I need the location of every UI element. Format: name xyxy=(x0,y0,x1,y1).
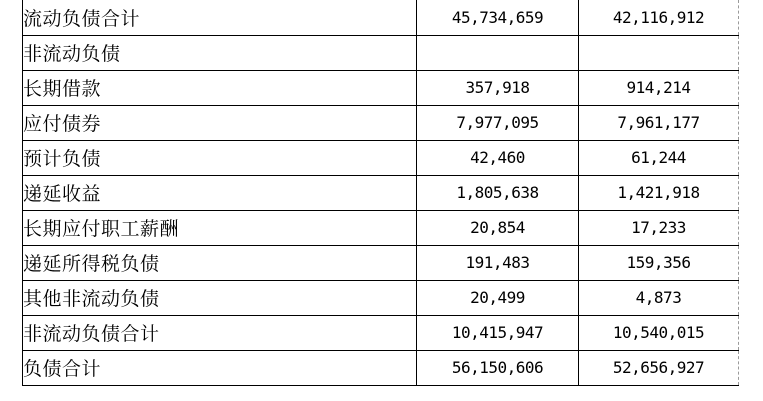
row-label-long-term-employee-benefits[interactable]: 长期应付职工薪酬 xyxy=(23,210,417,245)
row-label-bonds-payable[interactable]: 应付债券 xyxy=(23,105,417,140)
table-row xyxy=(23,35,739,70)
table-row xyxy=(23,70,739,105)
table-row xyxy=(23,0,739,35)
table-row xyxy=(23,315,739,350)
row-label-long-term-borrowings[interactable]: 长期借款 xyxy=(23,70,417,105)
table-row xyxy=(23,350,739,385)
row-label-deferred-income[interactable]: 递延收益 xyxy=(23,175,417,210)
row-label-total-liabilities[interactable]: 负债合计 xyxy=(23,350,417,385)
cell-current-period[interactable]: 20,854 xyxy=(417,210,579,245)
cell-prior-period[interactable] xyxy=(579,35,739,70)
row-label-other-non-current-liabilities[interactable]: 其他非流动负债 xyxy=(23,280,417,315)
cell-prior-period[interactable]: 61,244 xyxy=(579,140,739,175)
cell-current-period[interactable]: 56,150,606 xyxy=(417,350,579,385)
row-label-total-non-current-liabilities[interactable]: 非流动负债合计 xyxy=(23,315,417,350)
cell-prior-period[interactable]: 7,961,177 xyxy=(579,105,739,140)
cell-prior-period[interactable]: 159,356 xyxy=(579,245,739,280)
cell-prior-period[interactable]: 914,214 xyxy=(579,70,739,105)
cell-current-period[interactable]: 20,499 xyxy=(417,280,579,315)
cell-current-period[interactable] xyxy=(417,35,579,70)
cell-prior-period[interactable]: 42,116,912 xyxy=(579,0,739,35)
cell-prior-period[interactable]: 1,421,918 xyxy=(579,175,739,210)
table-row xyxy=(23,105,739,140)
row-label-deferred-tax-liabilities[interactable]: 递延所得税负债 xyxy=(23,245,417,280)
cell-current-period[interactable]: 42,460 xyxy=(417,140,579,175)
cell-prior-period[interactable]: 17,233 xyxy=(579,210,739,245)
table-row xyxy=(23,245,739,280)
cell-current-period[interactable]: 7,977,095 xyxy=(417,105,579,140)
cell-current-period[interactable]: 357,918 xyxy=(417,70,579,105)
row-label-provisions[interactable]: 预计负债 xyxy=(23,140,417,175)
row-label-total-current-liabilities[interactable]: 流动负债合计 xyxy=(23,0,417,35)
cell-prior-period[interactable]: 52,656,927 xyxy=(579,350,739,385)
table-row xyxy=(23,140,739,175)
cell-current-period[interactable]: 1,805,638 xyxy=(417,175,579,210)
cell-current-period[interactable]: 10,415,947 xyxy=(417,315,579,350)
balance-sheet-fragment xyxy=(22,0,738,386)
table-row xyxy=(23,280,739,315)
cell-prior-period[interactable]: 10,540,015 xyxy=(579,315,739,350)
cell-prior-period[interactable]: 4,873 xyxy=(579,280,739,315)
table-row xyxy=(23,210,739,245)
cell-current-period[interactable]: 191,483 xyxy=(417,245,579,280)
row-label-non-current-liabilities[interactable]: 非流动负债 xyxy=(23,35,417,70)
liabilities-table xyxy=(22,0,739,386)
cell-current-period[interactable]: 45,734,659 xyxy=(417,0,579,35)
table-row xyxy=(23,175,739,210)
